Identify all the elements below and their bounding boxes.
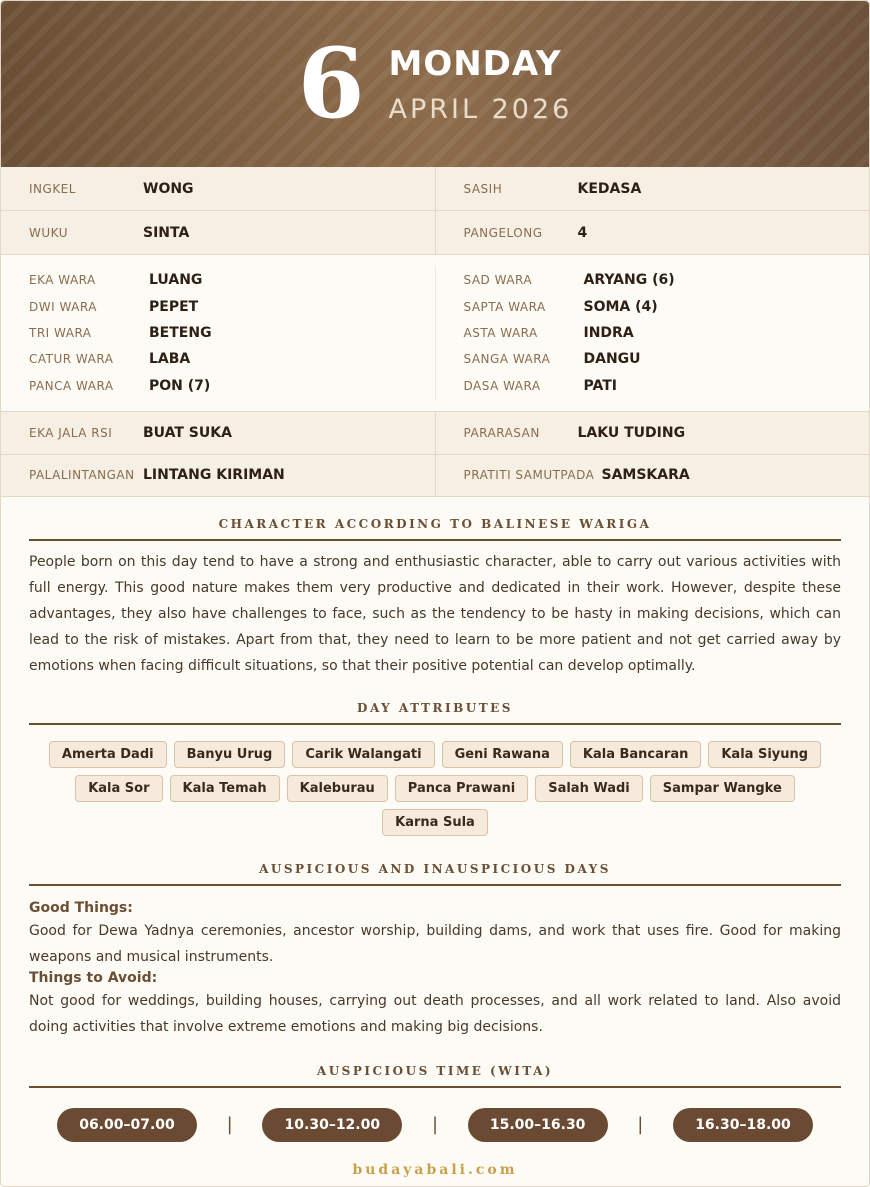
palalintangan-value: LINTANG KIRIMAN xyxy=(143,467,285,484)
wara-value: BETENG xyxy=(149,324,212,341)
wara-label: SAPTA WARA xyxy=(463,299,546,314)
wara-value: DANGU xyxy=(583,351,641,368)
things-to-avoid-text: Not good for weddings, building houses, carrying out death processes, and all work related to land. Also avoid doing activities that involve extreme emotions and making big decisions. xyxy=(29,992,841,1035)
wara-value: PON (7) xyxy=(149,377,211,394)
pararasan-label: PARARASAN xyxy=(463,425,540,440)
days-title: AUSPICIOUS AND INAUSPICIOUS DAYS xyxy=(259,861,611,876)
times-section xyxy=(1,1040,869,1142)
wara-label: SANGA WARA xyxy=(463,352,551,367)
eka-jala-rsi-label: EKA JALA RSI xyxy=(29,425,113,440)
time-slots xyxy=(1,1088,869,1142)
time-slot: 15.00–16.30 xyxy=(468,1108,608,1142)
attribute-tag: Geni Rawana xyxy=(442,741,563,768)
attribute-tag: Sampar Wangke xyxy=(650,775,795,802)
date-header xyxy=(1,1,869,167)
info-row-ingkel-sasih xyxy=(1,167,869,211)
info-row-palalintangan xyxy=(1,455,869,497)
wara-label: TRI WARA xyxy=(29,325,92,340)
month-year-label: APRIL 2026 xyxy=(388,93,573,125)
wara-value: ARYANG (6) xyxy=(583,272,675,289)
time-slot: 10.30–12.00 xyxy=(262,1108,402,1142)
pangelong-label: PANGELONG xyxy=(463,225,543,240)
attribute-tag: Amerta Dadi xyxy=(49,741,167,768)
pratiti-samutpada-label: PRATITI SAMUTPADA xyxy=(463,468,595,483)
wara-label: CATUR WARA xyxy=(29,352,114,367)
attribute-tags xyxy=(1,725,869,836)
time-slot: 16.30–18.00 xyxy=(673,1108,813,1142)
ingkel-value: WONG xyxy=(143,180,194,197)
eka-jala-rsi-value: BUAT SUKA xyxy=(143,424,232,441)
attribute-tag: Carik Walangati xyxy=(292,741,434,768)
wara-label: DWI WARA xyxy=(29,299,97,314)
good-things-text: Good for Dewa Yadnya ceremonies, ancestor worship, building dams, and work that uses fire. Good for making weapons and musical instruments. xyxy=(29,922,841,965)
character-text: People born on this day tend to have a strong and enthusiastic character, able to carry out various activities with full energy. This good nature makes them very productive and dedicated in their work. However, despite these advantages, they also have challenges to face, such as the tendency to be hasty in making decisions, which can lead to the risk of mistakes. Apart from that, they need to learn to be more patient and not get carried away by emotions when facing difficult situations, so that their positive potential can develop optimally. xyxy=(29,553,841,674)
slot-separator: | xyxy=(431,1114,439,1136)
wara-value: PEPET xyxy=(149,298,199,315)
sasih-label: SASIH xyxy=(463,181,503,196)
days-section xyxy=(1,836,869,1040)
palalintangan-label: PALALINTANGAN xyxy=(29,468,135,483)
attribute-tag: Panca Prawani xyxy=(395,775,528,802)
attribute-tag: Kala Sor xyxy=(75,775,162,802)
attribute-tag: Banyu Urug xyxy=(174,741,286,768)
wuku-value: SINTA xyxy=(143,224,190,241)
sasih-value: KEDASA xyxy=(577,180,642,197)
wara-label: ASTA WARA xyxy=(463,325,538,340)
pratiti-samutpada-value: SAMSKARA xyxy=(601,467,690,484)
attribute-tag: Kaleburau xyxy=(287,775,388,802)
attribute-tag: Salah Wadi xyxy=(535,775,643,802)
slot-separator: | xyxy=(226,1114,233,1136)
wara-value: LABA xyxy=(149,351,191,368)
attributes-section xyxy=(1,679,869,836)
good-things-label: Good Things: xyxy=(29,899,133,916)
wara-label: DASA WARA xyxy=(463,378,541,393)
pararasan-value: LAKU TUDING xyxy=(577,424,686,441)
site-url: budayabali.com xyxy=(352,1161,518,1178)
day-number: 6 xyxy=(297,27,363,140)
pangelong-value: 4 xyxy=(577,224,588,241)
attribute-tag: Kala Temah xyxy=(170,775,280,802)
attribute-tag: Kala Bancaran xyxy=(570,741,701,768)
time-slot: 06.00–07.00 xyxy=(57,1108,197,1142)
wara-value: INDRA xyxy=(583,324,634,341)
wuku-label: WUKU xyxy=(29,225,68,240)
wara-left-column xyxy=(1,267,436,399)
things-to-avoid-label: Things to Avoid: xyxy=(29,969,158,986)
wara-right-column xyxy=(436,267,870,399)
wara-value: SOMA (4) xyxy=(583,298,658,315)
ingkel-label: INGKEL xyxy=(29,181,76,196)
wara-label: EKA WARA xyxy=(29,273,96,288)
wara-value: LUANG xyxy=(149,272,203,289)
info-row-eka-jala-rsi xyxy=(1,412,869,455)
info-row-wuku-pangelong xyxy=(1,211,869,255)
slot-separator: | xyxy=(637,1114,644,1136)
wara-table xyxy=(1,255,869,412)
attributes-title: DAY ATTRIBUTES xyxy=(357,700,513,715)
weekday-label: MONDAY xyxy=(388,43,562,84)
wara-label: PANCA WARA xyxy=(29,378,114,393)
character-section xyxy=(1,497,869,679)
wara-label: SAD WARA xyxy=(463,273,533,288)
attribute-tag: Karna Sula xyxy=(382,809,488,836)
wara-value: PATI xyxy=(583,377,617,394)
attribute-tag: Kala Siyung xyxy=(708,741,821,768)
character-title: CHARACTER ACCORDING TO BALINESE WARIGA xyxy=(218,516,652,531)
times-title: AUSPICIOUS TIME (WITA) xyxy=(316,1063,554,1078)
